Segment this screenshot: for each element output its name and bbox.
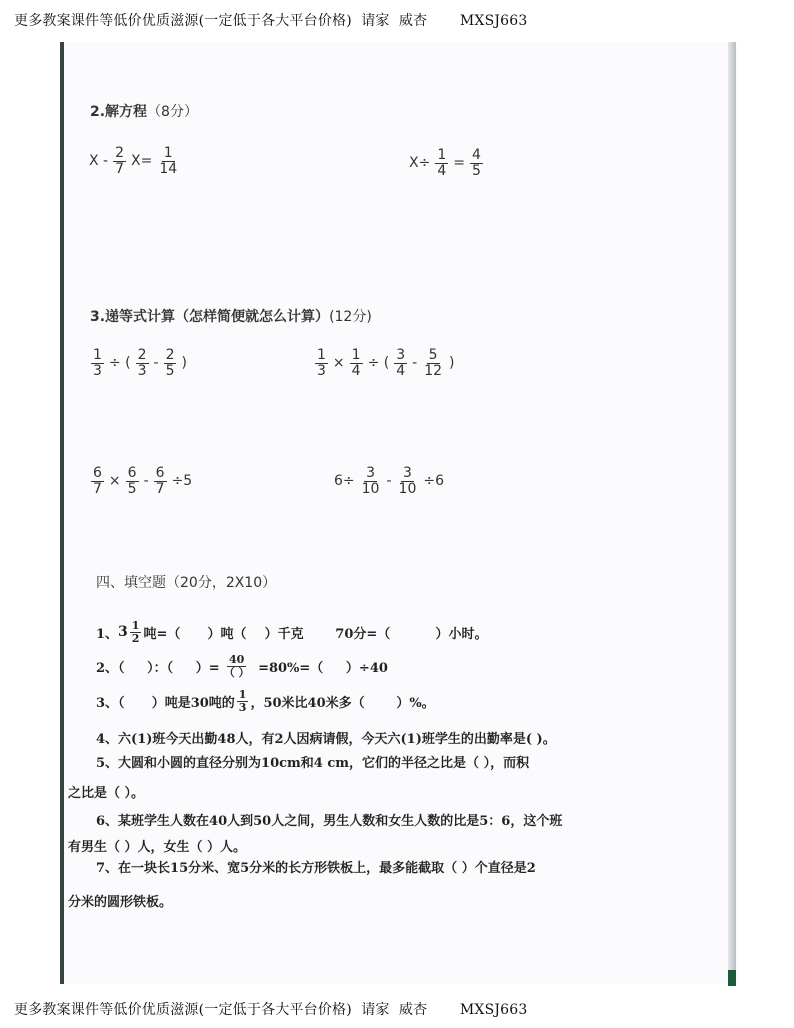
p3-end: ÷5 (171, 473, 193, 490)
question-1 (96, 620, 488, 644)
q1-frac (130, 620, 142, 644)
q2-frac (222, 654, 252, 678)
p1-d2: 3 (137, 362, 147, 379)
eq1-den2: 14 (159, 160, 178, 177)
question-7-line2: 分米的圆形铁板。 (68, 895, 173, 910)
question-4: 4、六(1)班今天出勤48人，有2人因病请假，今天六(1)班学生的出勤率是( )。 (96, 732, 556, 747)
p2-op1: × (332, 355, 345, 372)
eq2-b: = (453, 155, 465, 172)
q1-prefix: 1、 (96, 626, 119, 642)
p4-n2: 3 (402, 465, 412, 481)
p4-frac1 (360, 466, 382, 496)
eq1-num: 2 (115, 145, 125, 161)
p3-n2: 6 (127, 465, 137, 481)
p2-d2: 4 (351, 362, 361, 379)
problem-3 (89, 466, 192, 496)
q3-num: 1 (238, 688, 247, 701)
section3-heading (90, 306, 372, 326)
p4-start: 6÷ (334, 473, 355, 490)
p2-n3: 3 (396, 347, 406, 363)
eq2-den2: 5 (471, 162, 481, 179)
p1-frac3 (164, 348, 177, 378)
eq1-frac (113, 146, 126, 176)
p2-d3: 4 (396, 362, 406, 379)
q1-den: 2 (131, 631, 140, 645)
eq1-a: X - (89, 153, 109, 170)
p4-end: ÷6 (423, 473, 444, 490)
p2-n2: 1 (351, 347, 361, 363)
p2-frac3 (394, 348, 407, 378)
p3-n1: 6 (93, 465, 102, 481)
scan-corner-mark (728, 970, 736, 986)
eq1-frac2 (157, 146, 179, 176)
question-7-line1: 7、在一块长15分米、宽5分米的长方形铁板上，最多能截取（ ）个直径是2 (96, 861, 536, 876)
p3-frac2 (126, 466, 139, 496)
section2-points: （8分） (147, 104, 198, 120)
q3-text1: 3、（ ）吨是30吨的 (96, 695, 235, 711)
p1-n2: 2 (137, 347, 147, 363)
eq1-num2: 1 (163, 145, 173, 161)
q3-text2: ，50米比40米多（ ）%。 (250, 695, 435, 711)
p1-d3: 5 (165, 362, 175, 379)
question-5-line2: 之比是（ ）。 (68, 786, 145, 801)
p3-n3: 6 (155, 465, 165, 481)
p4-d1: 10 (361, 480, 380, 497)
bottom-banner: 更多教案课件等低价优质滋源(一定低于各大平台价格) 请家 威杏 MXSJ663 (14, 1002, 528, 1018)
p2-frac1 (315, 348, 328, 378)
q2-text1: 2、（ ）：（ ）= (96, 660, 220, 676)
question-2 (96, 654, 388, 678)
p4-op1: - (386, 473, 392, 490)
p2-n4: 5 (428, 347, 438, 363)
section4-title: 四、填空题 (96, 575, 166, 591)
q2-den: （ ） (223, 665, 250, 679)
equation-2 (409, 148, 485, 178)
q3-frac (237, 689, 249, 713)
eq1-den: 7 (115, 160, 125, 177)
p1-frac1 (91, 348, 104, 378)
p1-op2: - (153, 355, 159, 372)
p4-frac2 (397, 466, 419, 496)
p1-op1: ÷ ( (108, 355, 131, 372)
p2-frac2 (350, 348, 363, 378)
eq2-num: 1 (437, 147, 447, 163)
eq2-num2: 4 (471, 147, 481, 163)
eq2-den: 4 (437, 162, 447, 179)
p3-op1: × (108, 473, 121, 490)
p4-d2: 10 (398, 480, 417, 497)
question-3 (96, 689, 435, 713)
problem-4 (334, 466, 444, 496)
p2-n1: 1 (317, 347, 326, 363)
p2-d1: 3 (317, 362, 326, 379)
p3-op2: - (143, 473, 149, 490)
q2-text2: =80%=（ ）÷40 (253, 660, 388, 676)
question-6-line2: 有男生（ ）人，女生（ ）人。 (68, 840, 247, 855)
eq2-frac (435, 148, 448, 178)
q1-num: 1 (131, 619, 140, 632)
section3-points: (12分) (329, 309, 372, 325)
p2-end: ) (449, 355, 455, 372)
eq2-a: X÷ (409, 155, 431, 172)
p3-d2: 5 (127, 480, 137, 497)
eq2-frac2 (470, 148, 483, 178)
q1-whole: 3 (118, 624, 128, 641)
p2-d4: 12 (424, 362, 443, 379)
section3-title: 3.递等式计算（怎样简便就怎么计算） (90, 309, 330, 325)
problem-1 (89, 348, 187, 378)
p3-frac3 (154, 466, 167, 496)
p1-d1: 3 (93, 362, 102, 379)
q1-text: 吨=（ ）吨（ ）千克 70分=（ ）小时。 (143, 626, 488, 642)
p3-frac1 (91, 466, 104, 496)
q2-num: 40 (228, 653, 245, 666)
p2-frac4 (422, 348, 444, 378)
problem-2 (313, 348, 455, 378)
eq1-b: X= (131, 153, 153, 170)
equation-1 (89, 146, 181, 176)
section2-heading (90, 101, 198, 121)
top-banner: 更多教案课件等低价优质滋源(一定低于各大平台价格) 请家 威杏 MXSJ663 (14, 13, 528, 29)
question-5-line1: 5、大圆和小圆的直径分别为10cm和4 cm，它们的半径之比是（ ），而积 (96, 756, 530, 771)
p1-end: ) (181, 355, 187, 372)
p1-n1: 1 (93, 347, 102, 363)
scan-right-edge (728, 42, 736, 984)
p4-n1: 3 (366, 465, 376, 481)
q3-den: 3 (238, 700, 247, 714)
p3-d1: 7 (93, 480, 102, 497)
p1-frac2 (136, 348, 149, 378)
section2-title: 2.解方程 (90, 104, 148, 120)
p1-n3: 2 (165, 347, 175, 363)
p2-op3: - (412, 355, 418, 372)
p2-op2: ÷ ( (367, 355, 390, 372)
section4-heading (96, 572, 276, 592)
question-6-line1: 6、某班学生人数在40人到50人之间，男生人数和女生人数的比是5：6，这个班 (96, 814, 563, 829)
section4-points: （20分，2X10） (166, 575, 277, 591)
p3-d3: 7 (155, 480, 165, 497)
q1-mixed-number (118, 620, 143, 644)
